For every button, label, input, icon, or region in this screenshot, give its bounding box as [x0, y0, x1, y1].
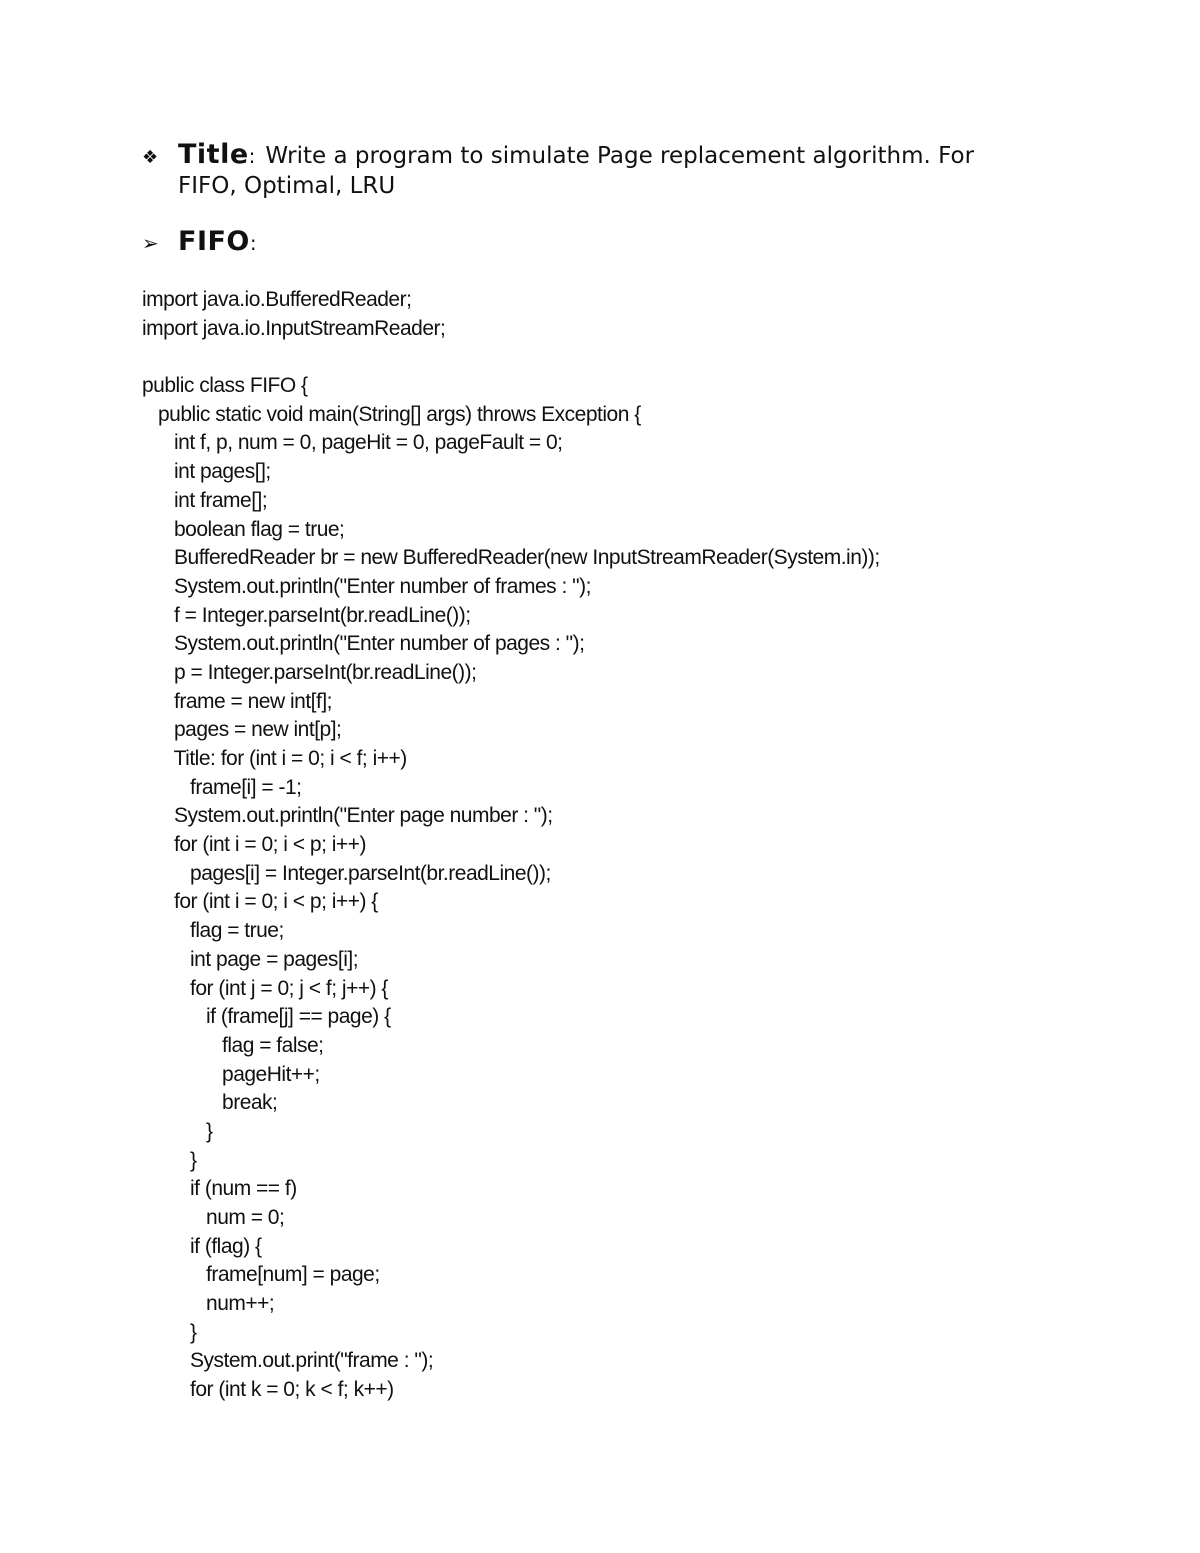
- title-colon: :: [248, 144, 256, 168]
- code-line: int pages[];: [142, 460, 271, 484]
- code-line: public static void main(String[] args) throws Exception {: [142, 402, 641, 426]
- section-heading: [142, 226, 257, 257]
- code-line: int frame[];: [142, 488, 268, 512]
- code-line: [142, 343, 1142, 372]
- title-line-2: [142, 172, 1042, 201]
- code-line: for (int j = 0; j < f; j++) {: [142, 976, 388, 1000]
- code-line: Title: for (int i = 0; i < f; i++): [142, 747, 407, 770]
- code-line: if (flag) {: [142, 1234, 262, 1258]
- code-line: }: [142, 1320, 197, 1344]
- code-line: import java.io.BufferedReader;: [142, 288, 412, 311]
- code-line: int f, p, num = 0, pageHit = 0, pageFault = 0;: [142, 431, 563, 455]
- code-line: break;: [142, 1091, 278, 1115]
- code-line: if (num == f): [142, 1177, 297, 1201]
- code-line: }: [142, 1148, 197, 1172]
- code-line: for (int k = 0; k < f; k++): [142, 1378, 394, 1402]
- code-line: frame[i] = -1;: [142, 775, 302, 799]
- section-label: FIFO: [178, 226, 250, 257]
- diamond-bullet-icon: ❖: [142, 147, 159, 168]
- code-line: public class FIFO {: [142, 374, 308, 398]
- code-line: frame = new int[f];: [142, 689, 332, 713]
- code-line: frame[num] = page;: [142, 1263, 380, 1287]
- code-line: if (frame[j] == page) {: [142, 1005, 391, 1029]
- title-block: [142, 140, 1042, 201]
- title-text-line2: FIFO, Optimal, LRU: [178, 173, 396, 199]
- title-text-line1: Write a program to simulate Page replacement algorithm. For: [265, 143, 975, 169]
- code-block: [142, 286, 1142, 1405]
- code-line: pages = new int[p];: [142, 718, 342, 742]
- title-line: [142, 140, 1042, 172]
- code-line: BufferedReader br = new BufferedReader(new InputStreamReader(System.in));: [142, 546, 880, 570]
- code-line: boolean flag = true;: [142, 517, 345, 541]
- title-content: [178, 140, 1042, 171]
- code-line: }: [142, 1119, 213, 1143]
- arrow-bullet-icon: ➢: [142, 231, 159, 255]
- code-line: System.out.println("Enter page number : ");: [142, 804, 553, 828]
- code-line: import java.io.InputStreamReader;: [142, 316, 446, 340]
- code-line: System.out.println("Enter number of frames : ");: [142, 574, 591, 598]
- code-line: for (int i = 0; i < p; i++) {: [142, 890, 378, 914]
- code-line: p = Integer.parseInt(br.readLine());: [142, 660, 477, 684]
- code-line: System.out.print("frame : ");: [142, 1349, 434, 1373]
- code-line: for (int i = 0; i < p; i++): [142, 833, 366, 857]
- code-line: pages[i] = Integer.parseInt(br.readLine());: [142, 861, 551, 885]
- code-line: f = Integer.parseInt(br.readLine());: [142, 603, 471, 627]
- code-line: flag = false;: [142, 1033, 324, 1057]
- section-colon: :: [249, 231, 257, 255]
- code-line: num++;: [142, 1292, 275, 1316]
- code-line: System.out.println("Enter number of pages : ");: [142, 632, 585, 656]
- code-line: int page = pages[i];: [142, 947, 359, 971]
- title-label: Title: [178, 139, 249, 170]
- code-line: pageHit++;: [142, 1062, 320, 1086]
- code-line: num = 0;: [142, 1206, 285, 1229]
- code-line: flag = true;: [142, 919, 284, 943]
